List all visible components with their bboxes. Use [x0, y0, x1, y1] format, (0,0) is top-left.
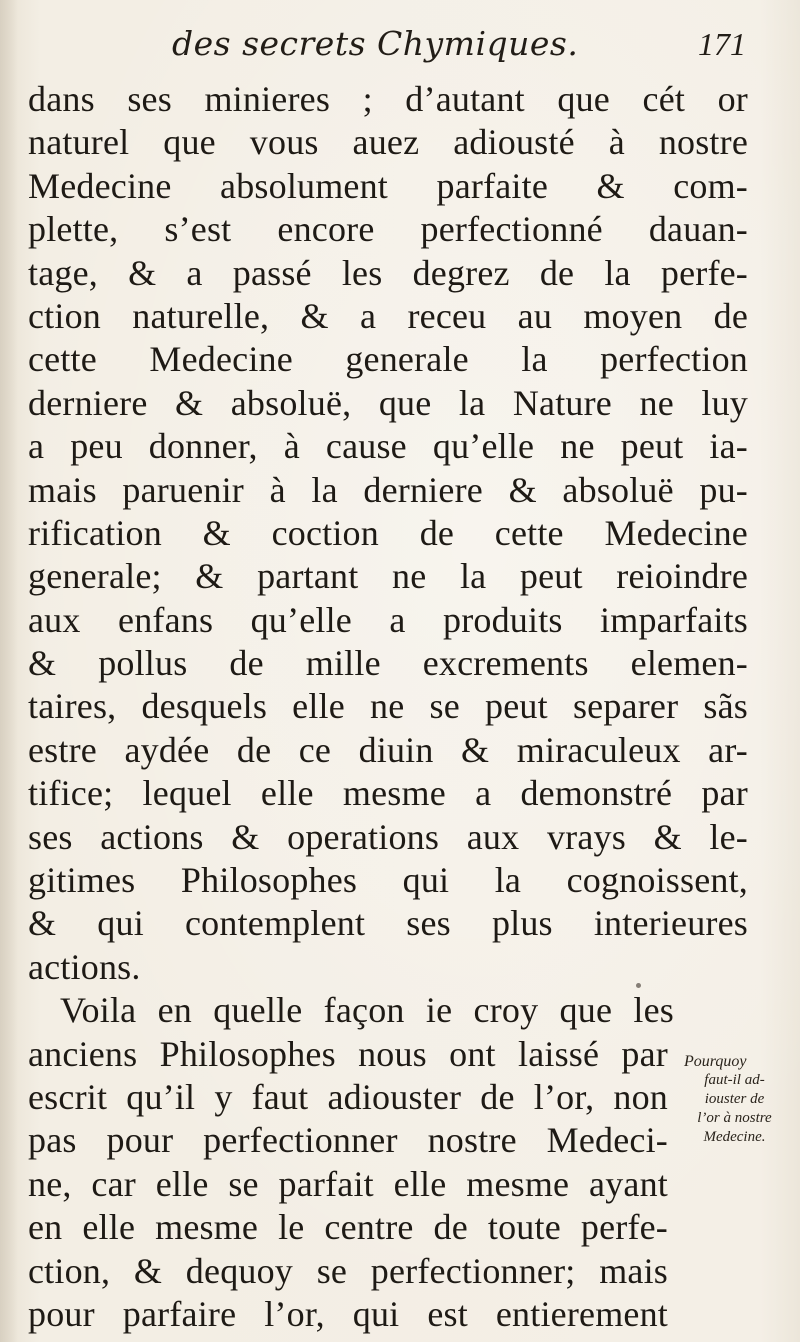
- text-line: ction naturelle, & a receu au moyen de: [28, 295, 748, 336]
- text-line: generale; & partant ne la peut reioindre: [28, 556, 748, 597]
- text-line: cette Medecine generale la perfection: [28, 339, 748, 380]
- text-line: ction, & dequoy se perfectionner; mais: [28, 1250, 668, 1291]
- text-line: en elle mesme le centre de toute perfe-: [28, 1207, 668, 1248]
- margin-note-line: iouster de: [704, 1091, 765, 1107]
- text-line: actions.: [28, 946, 141, 987]
- text-line: gitimes Philosophes qui la cognoissent,: [28, 860, 748, 901]
- margin-note-line: Medecine.: [703, 1129, 766, 1145]
- margin-note-line: Pourquoy: [684, 1053, 747, 1070]
- margin-note-line: l’or à nostre: [697, 1110, 772, 1126]
- text-line: & qui contemplent ses plus interieures: [28, 903, 748, 944]
- text-line: aux enfans qu’elle a produits imparfaits: [28, 599, 748, 640]
- text-line: mais paruenir à la derniere & absoluë pu-: [28, 469, 748, 510]
- body-text: [28, 78, 748, 1336]
- text-line: rification & coction de cette Medecine: [28, 512, 748, 553]
- page-number: 171: [698, 26, 746, 62]
- text-line: pour parfaire l’or, qui est entierement: [28, 1293, 668, 1334]
- text-line: taires, desquels elle ne se peut separer sãs: [28, 686, 748, 727]
- margin-note-line: faut-il ad-: [704, 1072, 765, 1088]
- text-line: plette, s’est encore perfectionné dauan-: [28, 209, 748, 250]
- text-line: derniere & absoluë, que la Nature ne luy: [28, 382, 748, 423]
- text-line: estre aydée de ce diuin & miraculeux ar-: [28, 729, 748, 770]
- text-line: naturel que vous auez adiousté à nostre: [28, 122, 748, 163]
- text-line: dans ses minieres ; d’autant que cét or: [28, 79, 748, 119]
- text-line: Medecine absolument parfaite & com-: [28, 165, 748, 206]
- page-gutter-shadow: [0, 0, 18, 1342]
- text-line: a peu donner, à cause qu’elle ne peut ia-: [28, 426, 748, 467]
- text-line: Voila en quelle façon ie croy que les: [60, 990, 674, 1031]
- text-line: anciens Philosophes nous ont laissé par: [28, 1033, 668, 1074]
- ink-speck: [636, 983, 641, 988]
- running-title: des secrets Chymiques.: [172, 24, 579, 63]
- text-line: ses actions & operations aux vrays & le-: [28, 816, 748, 857]
- page-header: [0, 24, 800, 74]
- text-line: tage, & a passé les degrez de la perfe-: [28, 252, 748, 293]
- text-line: tifice; lequel elle mesme a demonstré par: [28, 773, 748, 814]
- text-line: pas pour perfectionner nostre Medeci-: [28, 1120, 668, 1161]
- text-line: & pollus de mille excrements elemen-: [28, 643, 748, 684]
- text-line: ne, car elle se parfait elle mesme ayant: [28, 1163, 668, 1204]
- text-line: escrit qu’il y faut adiouster de l’or, non: [28, 1076, 668, 1117]
- margin-note: [672, 1052, 797, 1147]
